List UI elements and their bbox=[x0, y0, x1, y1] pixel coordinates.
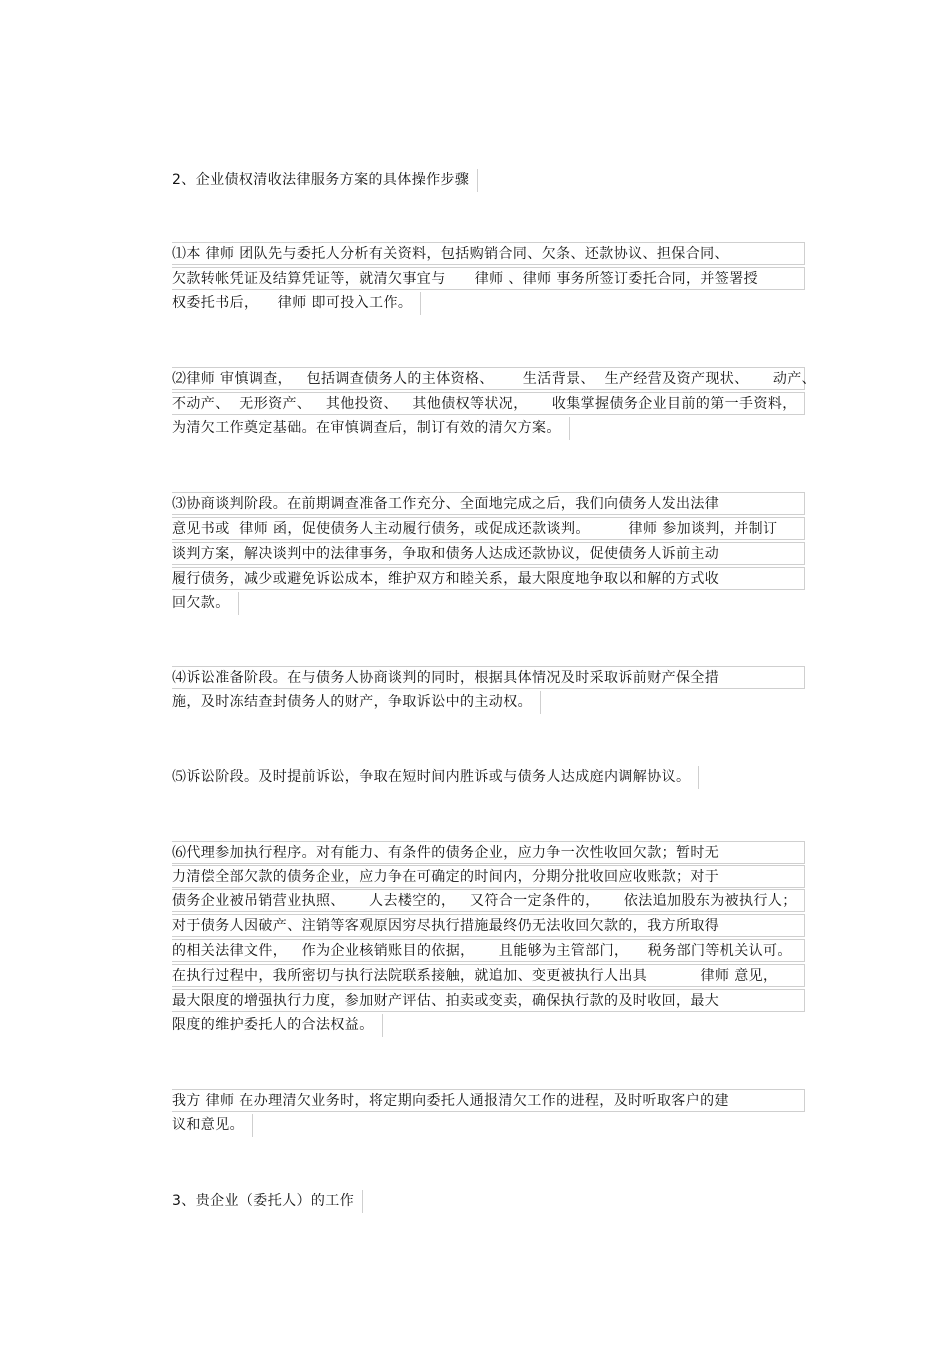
paragraph-line: ⑸诉讼阶段。及时提前诉讼，争取在短时间内胜诉或与债务人达成庭内调解协议。 bbox=[172, 766, 699, 789]
paragraph-line: 议和意见。 bbox=[172, 1114, 253, 1137]
paragraph-line: ⑶协商谈判阶段。在前期调查准备工作充分、全面地完成之后，我们向债务人发出法律 bbox=[172, 492, 805, 515]
section-heading: 3、贵企业（委托人）的工作 bbox=[172, 1190, 363, 1213]
paragraph-line: 债务企业被吊销营业执照、 人去楼空的， 又符合一定条件的， 依法追加股东为被执行人； bbox=[172, 889, 805, 912]
paragraph-line: 在执行过程中，我所密切与执行法院联系接触，就追加、变更被执行人出具 律师 意见， bbox=[172, 964, 805, 987]
paragraph-line: 对于债务人因破产、注销等客观原因穷尽执行措施最终仍无法收回欠款的，我方所取得 bbox=[172, 914, 805, 937]
paragraph-line: 我方 律师 在办理清欠业务时，将定期向委托人通报清欠工作的进程，及时听取客户的建 bbox=[172, 1089, 805, 1112]
paragraph-line: 最大限度的增强执行力度，参加财产评估、拍卖或变卖，确保执行款的及时收回，最大 bbox=[172, 989, 805, 1012]
paragraph-line: 力清偿全部欠款的债务企业，应力争在可确定的时间内，分期分批收回应收账款；对于 bbox=[172, 865, 805, 888]
paragraph-line: 的相关法律文件， 作为企业核销账目的依据， 且能够为主管部门， 税务部门等机关认可。 bbox=[172, 939, 805, 962]
paragraph-line: ⑵律师 审慎调查， 包括调查债务人的主体资格、 生活背景、 生产经营及资产现状、 动产、 bbox=[172, 367, 805, 390]
paragraph-line: 权委托书后， 律师 即可投入工作。 bbox=[172, 292, 421, 315]
paragraph-line: 意见书或 律师 函，促使债务人主动履行债务，或促成还款谈判。 律师 参加谈判，并制订 bbox=[172, 517, 805, 540]
paragraph-line: 不动产、 无形资产、 其他投资、 其他债权等状况， 收集掌握债务企业目前的第一手资料， bbox=[172, 392, 805, 415]
paragraph-line: ⑴本 律师 团队先与委托人分析有关资料，包括购销合同、欠条、还款协议、担保合同、 bbox=[172, 242, 805, 265]
paragraph-line: 为清欠工作奠定基础。在审慎调查后，制订有效的清欠方案。 bbox=[172, 417, 570, 440]
section-heading: 2、企业债权清收法律服务方案的具体操作步骤 bbox=[172, 169, 478, 192]
paragraph-line: 谈判方案，解决谈判中的法律事务，争取和债务人达成还款协议，促使债务人诉前主动 bbox=[172, 542, 805, 565]
paragraph-line: ⑷诉讼准备阶段。在与债务人协商谈判的同时，根据具体情况及时采取诉前财产保全措 bbox=[172, 666, 805, 689]
paragraph-line: ⑹代理参加执行程序。对有能力、有条件的债务企业，应力争一次性收回欠款；暂时无 bbox=[172, 841, 805, 864]
paragraph-line: 限度的维护委托人的合法权益。 bbox=[172, 1014, 383, 1037]
paragraph-line: 施，及时冻结查封债务人的财产，争取诉讼中的主动权。 bbox=[172, 691, 541, 714]
paragraph-line: 履行债务，减少或避免诉讼成本，维护双方和睦关系，最大限度地争取以和解的方式收 bbox=[172, 567, 805, 590]
paragraph-line: 欠款转帐凭证及结算凭证等，就清欠事宜与 律师 、律师 事务所签订委托合同，并签署授 bbox=[172, 267, 805, 290]
paragraph-line: 回欠款。 bbox=[172, 592, 239, 615]
